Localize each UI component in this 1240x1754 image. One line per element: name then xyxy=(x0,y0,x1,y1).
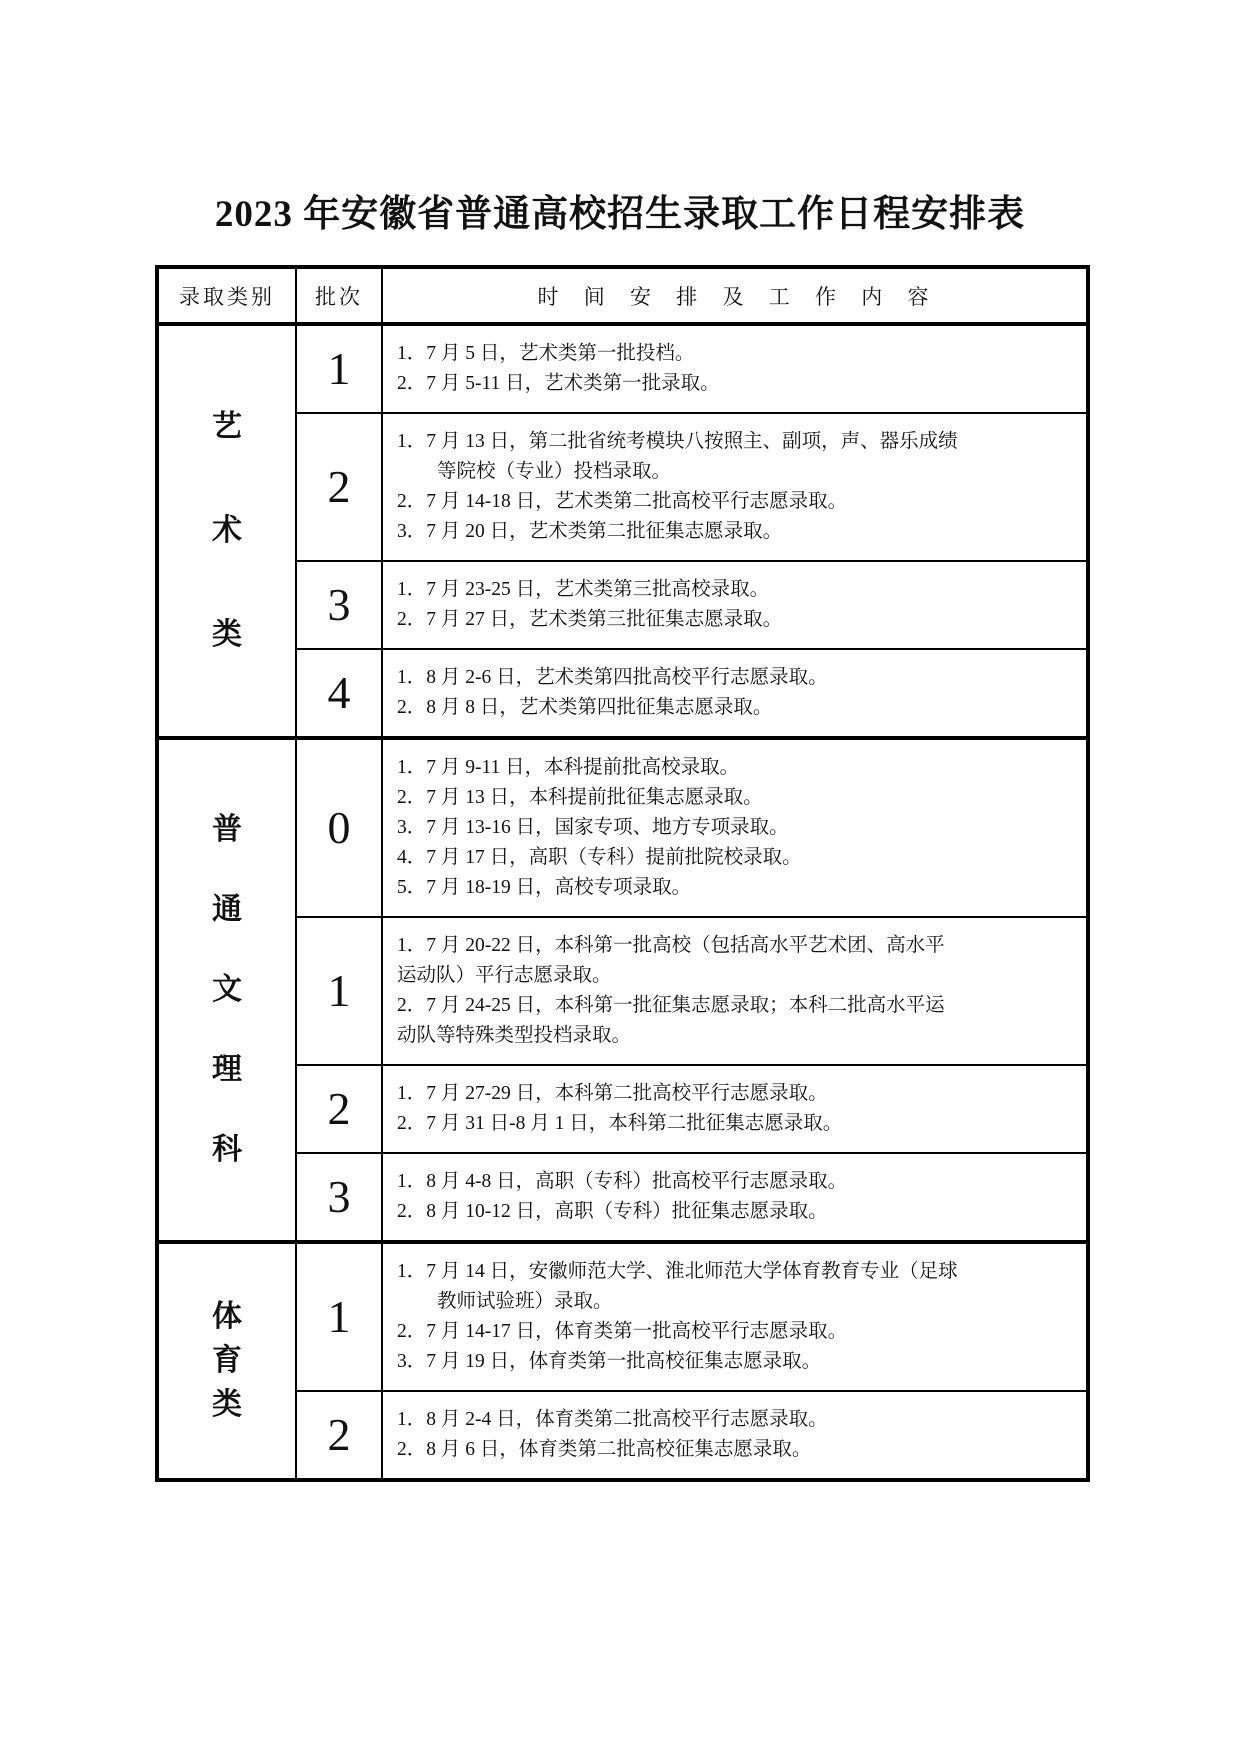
content-line: 2．8 月 8 日，艺术类第四批征集志愿录取。 xyxy=(397,697,773,718)
table-section-sports xyxy=(159,1244,1086,1478)
content-cell xyxy=(383,1066,1086,1152)
section-rows xyxy=(297,740,1086,1240)
category-char: 文 xyxy=(212,973,242,1006)
content-line: 1．7 月 5 日，艺术类第一批投档。 xyxy=(397,343,695,364)
content-line: 2．7 月 14-18 日，艺术类第二批高校平行志愿录取。 xyxy=(397,491,848,512)
header-cell-category: 录取类别 xyxy=(159,269,297,322)
header-cell-batch: 批次 xyxy=(297,269,383,322)
table-row xyxy=(297,560,1086,648)
content-line: 2．7 月 31 日-8 月 1 日，本科第二批征集志愿录取。 xyxy=(397,1113,843,1134)
batch-number: 4 xyxy=(297,650,383,736)
batch-number: 3 xyxy=(297,562,383,648)
section-rows xyxy=(297,326,1086,736)
category-char: 普 xyxy=(212,813,242,846)
content-line: 2．8 月 6 日，体育类第二批高校征集志愿录取。 xyxy=(397,1439,812,1460)
batch-number: 2 xyxy=(297,1066,383,1152)
content-cell xyxy=(383,326,1086,412)
content-line: 2．7 月 13 日，本科提前批征集志愿录取。 xyxy=(397,787,763,808)
category-char: 类 xyxy=(212,1388,242,1421)
schedule-table xyxy=(155,265,1090,1482)
content-cell xyxy=(383,918,1086,1064)
table-header-row xyxy=(159,269,1086,326)
content-line: 运动队）平行志愿录取。 xyxy=(397,965,612,986)
content-line: 1．7 月 13 日，第二批省统考模块八按照主、副项，声、器乐成绩 xyxy=(397,431,958,452)
header-cell-content: 时 间 安 排 及 工 作 内 容 xyxy=(537,284,932,309)
category-cell xyxy=(159,740,297,1240)
table-row xyxy=(297,1064,1086,1152)
content-line: 1．8 月 2-6 日，艺术类第四批高校平行志愿录取。 xyxy=(397,667,828,688)
batch-number: 1 xyxy=(297,918,383,1064)
content-line: 等院校（专业）投档录取。 xyxy=(437,461,672,482)
category-char: 艺 xyxy=(212,410,242,443)
content-line: 2．8 月 10-12 日，高职（专科）批征集志愿录取。 xyxy=(397,1201,828,1222)
content-line: 2．7 月 14-17 日，体育类第一批高校平行志愿录取。 xyxy=(397,1321,848,1342)
category-char: 科 xyxy=(212,1133,242,1166)
table-section-general xyxy=(159,740,1086,1244)
table-row xyxy=(297,916,1086,1064)
table-row xyxy=(297,1244,1086,1390)
batch-number: 2 xyxy=(297,1392,383,1478)
content-cell xyxy=(383,1392,1086,1478)
content-cell xyxy=(383,562,1086,648)
content-line: 2．7 月 27 日，艺术类第三批征集志愿录取。 xyxy=(397,609,783,630)
content-line: 1．7 月 9-11 日，本科提前批高校录取。 xyxy=(397,757,740,778)
section-rows xyxy=(297,1244,1086,1478)
content-line: 1．7 月 23-25 日，艺术类第三批高校录取。 xyxy=(397,579,770,600)
content-line: 3．7 月 19 日，体育类第一批高校征集志愿录取。 xyxy=(397,1351,822,1372)
content-line: 5．7 月 18-19 日，高校专项录取。 xyxy=(397,877,692,898)
content-line: 2．7 月 24-25 日，本科第一批征集志愿录取；本科二批高水平运 xyxy=(397,995,945,1016)
category-char: 理 xyxy=(212,1053,242,1086)
table-row xyxy=(297,740,1086,916)
content-line: 3．7 月 13-16 日，国家专项、地方专项录取。 xyxy=(397,817,789,838)
category-cell xyxy=(159,1244,297,1478)
batch-number: 1 xyxy=(297,326,383,412)
table-section-art xyxy=(159,326,1086,740)
content-line: 1．7 月 14 日，安徽师范大学、淮北师范大学体育教育专业（足球 xyxy=(397,1261,958,1282)
table-row xyxy=(297,326,1086,412)
content-line: 1．8 月 2-4 日，体育类第二批高校平行志愿录取。 xyxy=(397,1409,828,1430)
content-cell xyxy=(383,1154,1086,1240)
batch-number: 2 xyxy=(297,414,383,560)
table-row xyxy=(297,648,1086,736)
content-line: 1．8 月 4-8 日，高职（专科）批高校平行志愿录取。 xyxy=(397,1171,848,1192)
content-line: 1．7 月 27-29 日，本科第二批高校平行志愿录取。 xyxy=(397,1083,828,1104)
batch-number: 3 xyxy=(297,1154,383,1240)
table-row xyxy=(297,1390,1086,1478)
content-line: 3．7 月 20 日，艺术类第二批征集志愿录取。 xyxy=(397,521,783,542)
table-row xyxy=(297,412,1086,560)
content-line: 4．7 月 17 日，高职（专科）提前批院校录取。 xyxy=(397,847,802,868)
page-title: 2023 年安徽省普通高校招生录取工作日程安排表 xyxy=(214,194,1026,235)
content-line: 1．7 月 20-22 日，本科第一批高校（包括高水平艺术团、高水平 xyxy=(397,935,945,956)
content-cell xyxy=(383,1244,1086,1390)
category-char: 术 xyxy=(212,514,242,547)
content-line: 2．7 月 5-11 日，艺术类第一批录取。 xyxy=(397,373,720,394)
content-line: 动队等特殊类型投档录取。 xyxy=(397,1025,632,1046)
content-cell xyxy=(383,414,1086,560)
content-line: 教师试验班）录取。 xyxy=(437,1291,613,1312)
category-cell xyxy=(159,326,297,736)
category-char: 类 xyxy=(212,618,242,651)
table-row xyxy=(297,1152,1086,1240)
batch-number: 1 xyxy=(297,1244,383,1390)
category-char: 育 xyxy=(212,1344,242,1377)
table-body xyxy=(159,326,1086,1478)
category-char: 体 xyxy=(212,1300,242,1333)
content-cell xyxy=(383,650,1086,736)
batch-number: 0 xyxy=(297,740,383,916)
category-char: 通 xyxy=(212,893,242,926)
content-cell xyxy=(383,740,1086,916)
